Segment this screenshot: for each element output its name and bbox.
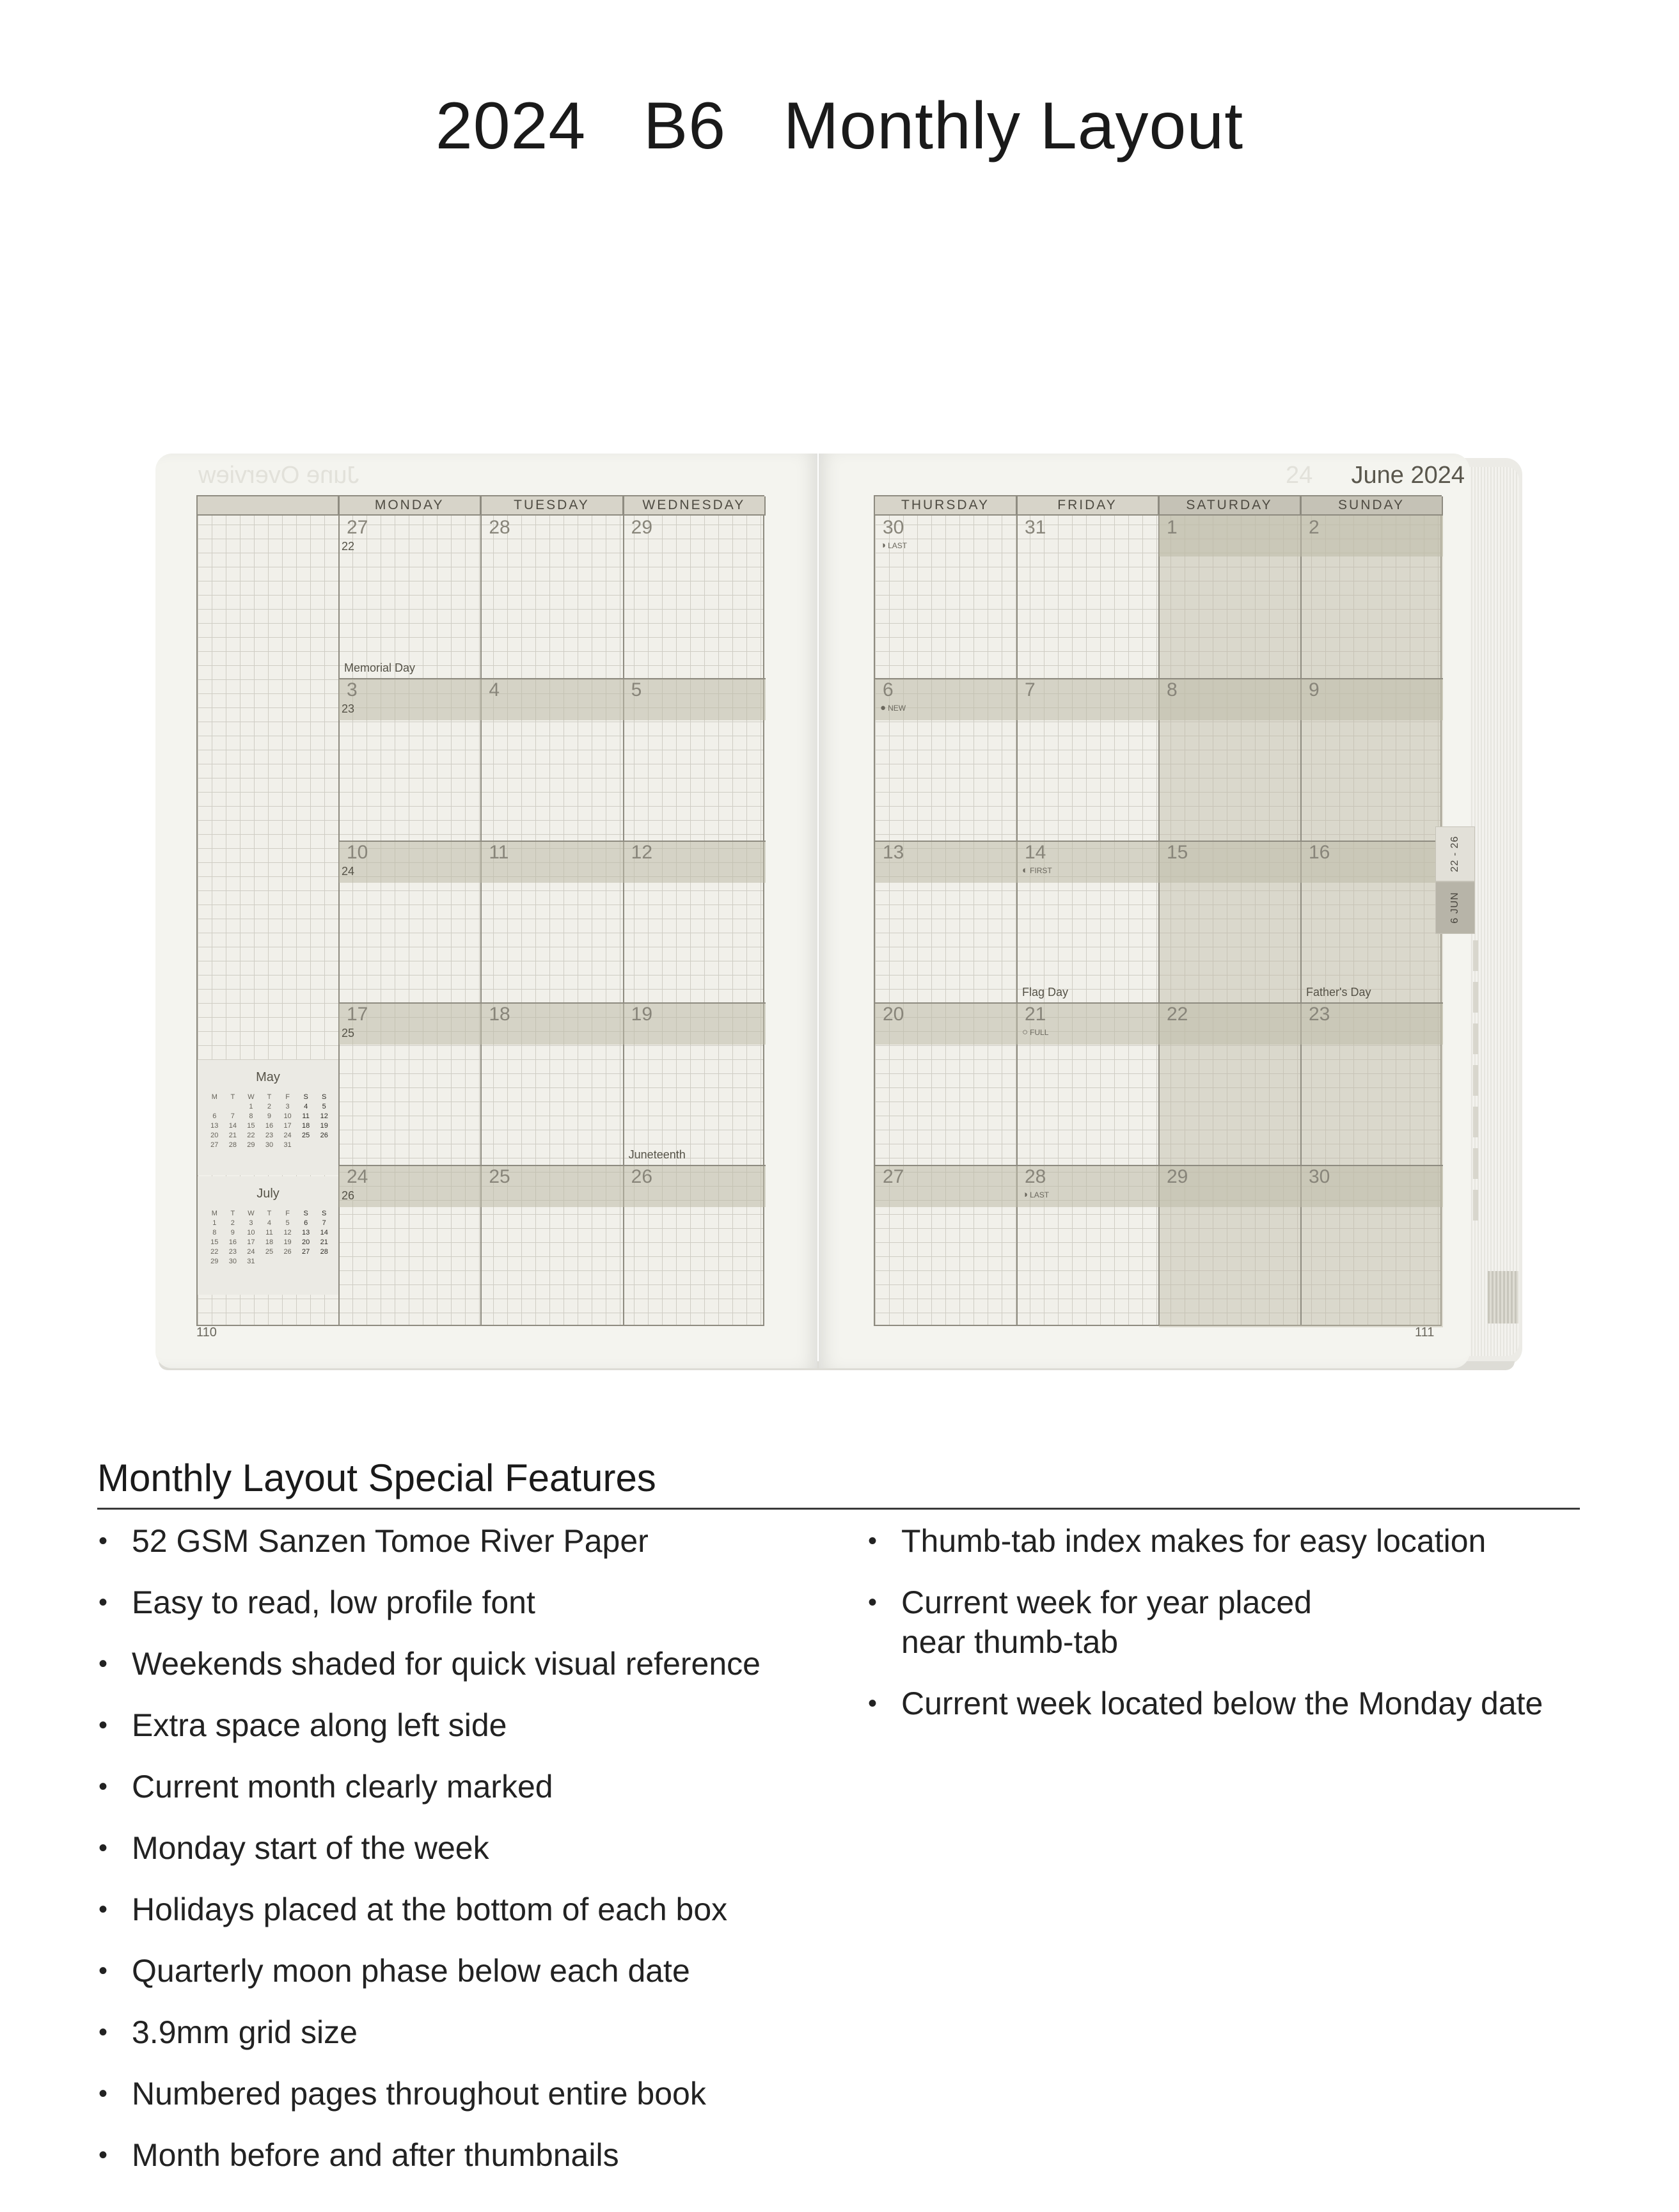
mini-calendar-cell: 13 — [302, 1229, 310, 1237]
mini-calendar-cell: 14 — [228, 1122, 237, 1130]
date-number: 1 — [1167, 517, 1178, 538]
mini-calendar-cell: 30 — [265, 1141, 274, 1149]
mini-calendar-cell: 13 — [210, 1122, 219, 1130]
mini-calendar-cell: 26 — [320, 1132, 328, 1140]
mini-calendar-cell: 7 — [322, 1219, 326, 1228]
feature-item: • Weekends shaded for quick visual reference — [96, 1644, 761, 1684]
holiday-label: Memorial Day — [344, 661, 416, 674]
mini-calendar-cell: M — [211, 1093, 217, 1102]
date-number: 9 — [1309, 679, 1320, 700]
mini-calendar-cell: 8 — [249, 1112, 253, 1121]
thumb-tab-month-label: 6 JUN — [1449, 892, 1460, 924]
mini-calendar-cell: 5 — [322, 1103, 326, 1111]
mini-calendar-cell: 16 — [265, 1122, 274, 1130]
date-number: 28 — [1025, 1166, 1046, 1188]
date-number: 28 — [489, 517, 510, 538]
mini-calendar-cell: 15 — [247, 1122, 255, 1130]
week-band — [875, 678, 1443, 720]
mini-calendar-cell: 1 — [249, 1103, 253, 1111]
week-number: 22 — [342, 540, 355, 553]
feature-item: • Current week for year placed — [865, 1583, 1543, 1622]
date-number: 17 — [347, 1004, 368, 1025]
thumb-tab-stub — [1473, 1148, 1478, 1179]
moon-label: LAST — [1030, 1190, 1050, 1200]
ghost-year-bleed: 24 — [1286, 462, 1313, 489]
mini-calendar-grid — [205, 1093, 333, 1149]
mini-calendar-cell: 9 — [267, 1112, 272, 1121]
thumb-tab-month[interactable] — [1435, 881, 1475, 934]
mini-calendar-cell: 23 — [228, 1248, 237, 1256]
moon-label: LAST — [888, 541, 908, 550]
mini-calendar-cell: S — [303, 1210, 308, 1218]
date-number: 24 — [347, 1166, 368, 1188]
date-number: 4 — [489, 679, 500, 700]
mini-calendar-cell: 18 — [302, 1122, 310, 1130]
week-band — [875, 1002, 1443, 1045]
weekday-header: MONDAY — [339, 496, 481, 516]
moon-label: FULL — [1030, 1028, 1049, 1038]
date-number: 23 — [1309, 1004, 1330, 1025]
mini-calendar-cell: 29 — [247, 1141, 255, 1149]
mini-calendar-cell: 12 — [320, 1112, 328, 1121]
week-number: 26 — [342, 1189, 355, 1203]
date-number: 14 — [1025, 841, 1046, 863]
week-number: 24 — [342, 864, 355, 878]
feature-item: • Numbered pages throughout entire book — [96, 2074, 761, 2113]
moon-icon: ● — [880, 702, 887, 713]
mini-calendar-cell — [297, 1258, 315, 1265]
mini-calendar-cell: 15 — [210, 1238, 219, 1247]
feature-item-continued: near thumb-tab — [901, 1624, 1119, 1660]
mini-calendar-cell: 19 — [283, 1238, 292, 1247]
thumb-tab-stub — [1473, 982, 1478, 1013]
mini-calendar-cell: F — [285, 1093, 290, 1102]
mini-calendar-cell: 8 — [212, 1229, 217, 1237]
features-heading: Monthly Layout Special Features — [97, 1457, 656, 1499]
mini-calendar-title: May — [256, 1070, 280, 1085]
mini-calendar-cell: 3 — [285, 1103, 290, 1111]
feature-item: • Month before and after thumbnails — [96, 2135, 761, 2175]
moon-phase — [880, 702, 906, 713]
feature-item: • Current month clearly marked — [96, 1767, 761, 1806]
mini-calendar-cell: 16 — [228, 1238, 237, 1247]
mini-calendar-cell: T — [267, 1210, 272, 1218]
moon-icon: ◐ — [1022, 864, 1029, 876]
date-number: 26 — [631, 1166, 653, 1188]
mini-calendar-cell: 26 — [283, 1248, 292, 1256]
moon-phase — [880, 540, 907, 551]
mini-calendar-cell: F — [285, 1210, 290, 1218]
mini-calendar-cell: S — [322, 1210, 327, 1218]
mini-calendar-cell: 17 — [247, 1238, 255, 1247]
mini-calendar-cell: 28 — [320, 1248, 328, 1256]
features-divider — [97, 1508, 1580, 1510]
date-number: 22 — [1167, 1004, 1188, 1025]
mini-calendar-cell: W — [248, 1093, 255, 1102]
mini-calendar-cell: 5 — [285, 1219, 290, 1228]
features-list-left — [96, 1521, 761, 2175]
moon-phase — [1022, 1189, 1049, 1200]
date-number: 15 — [1167, 841, 1188, 863]
date-number: 20 — [883, 1004, 904, 1025]
weekday-header: WEDNESDAY — [624, 496, 766, 516]
mini-calendar-cell: 24 — [247, 1248, 255, 1256]
moon-icon: ◑ — [1022, 1189, 1029, 1201]
mini-calendar-cell: T — [267, 1093, 272, 1102]
mini-calendar-cell: 3 — [249, 1219, 253, 1228]
thumb-tab-stub — [1473, 1023, 1478, 1054]
date-number: 6 — [883, 679, 894, 700]
date-number: 27 — [347, 517, 368, 538]
page-title: 2024 B6 Monthly Layout — [435, 89, 1244, 163]
mini-calendar-cell: M — [211, 1210, 217, 1218]
mini-calendar-cell: 10 — [247, 1229, 255, 1237]
holiday-label: Flag Day — [1022, 986, 1069, 999]
date-number: 13 — [883, 841, 904, 863]
week-band — [339, 841, 766, 883]
moon-icon: ◑ — [880, 540, 887, 551]
week-band — [1159, 516, 1443, 557]
mini-calendar-cell: 10 — [283, 1112, 292, 1121]
week-band — [339, 1165, 766, 1207]
mini-calendar-cell: 19 — [320, 1122, 328, 1130]
mini-calendar-cell: 21 — [228, 1132, 237, 1140]
mini-calendar-cell: 22 — [247, 1132, 255, 1140]
month-title: June 2024 — [1351, 462, 1465, 489]
mini-calendar-cell: 24 — [283, 1132, 292, 1140]
moon-phase — [1022, 1027, 1048, 1038]
feature-item: • 3.9mm grid size — [96, 2012, 761, 2052]
mini-calendar-cell: 25 — [265, 1248, 274, 1256]
calendar-left — [196, 495, 764, 1326]
mini-calendar-cell: 2 — [230, 1219, 235, 1228]
date-number: 11 — [489, 841, 509, 863]
mini-calendar-cell: 12 — [283, 1229, 292, 1237]
date-number: 8 — [1167, 679, 1178, 700]
feature-item: • Current week located below the Monday date — [865, 1684, 1543, 1723]
mini-calendar-cell: 23 — [265, 1132, 274, 1140]
week-number: 25 — [342, 1027, 355, 1040]
weekday-header: SATURDAY — [1159, 496, 1301, 516]
mini-calendar-cell: 6 — [212, 1112, 217, 1121]
date-number: 3 — [347, 679, 358, 700]
date-number: 10 — [347, 841, 368, 863]
mini-calendar-cell: 29 — [210, 1258, 219, 1266]
feature-item: • Extra space along left side — [96, 1705, 761, 1745]
thumb-tab-block — [1488, 1271, 1518, 1323]
date-number: 27 — [883, 1166, 904, 1188]
mini-calendar-cell: 6 — [304, 1219, 308, 1228]
week-band — [339, 678, 766, 720]
thumb-tab-week[interactable] — [1435, 826, 1475, 881]
mini-calendar-cell: 11 — [265, 1229, 273, 1237]
mini-calendar-cell: 27 — [302, 1248, 310, 1256]
mini-calendar-cell: S — [322, 1093, 327, 1102]
mini-calendar-cell — [297, 1141, 315, 1149]
mini-calendar-cell: 22 — [210, 1248, 219, 1256]
feature-item: • Thumb-tab index makes for easy location — [865, 1521, 1543, 1561]
week-band — [875, 841, 1443, 883]
week-band — [875, 1165, 1443, 1207]
weekday-header: TUESDAY — [481, 496, 623, 516]
mini-calendar-cell: 14 — [320, 1229, 328, 1237]
week-band — [339, 1002, 766, 1045]
ghost-title-bleed: June Overview — [198, 462, 359, 489]
page-number-left: 110 — [196, 1325, 217, 1339]
holiday-label: Father's Day — [1306, 986, 1371, 999]
mini-calendar-mini_july — [198, 1176, 338, 1295]
mini-calendar-cell: T — [230, 1093, 235, 1102]
weekday-header: FRIDAY — [1017, 496, 1159, 516]
thumb-tab-stub — [1473, 1065, 1478, 1096]
date-number: 21 — [1025, 1004, 1046, 1025]
mini-calendar-cell: 31 — [247, 1258, 255, 1266]
mini-calendar-cell: 20 — [210, 1132, 219, 1140]
date-number: 5 — [631, 679, 642, 700]
feature-item: • Quarterly moon phase below each date — [96, 1951, 761, 1991]
thumb-tab-stub — [1473, 940, 1478, 971]
date-number: 2 — [1309, 517, 1320, 538]
moon-label: NEW — [888, 703, 906, 713]
mini-calendar-cell: 25 — [302, 1132, 310, 1140]
moon-icon: ○ — [1022, 1027, 1029, 1038]
mini-calendar-cell: 27 — [210, 1141, 219, 1149]
date-number: 18 — [489, 1004, 510, 1025]
mini-calendar-cell: 30 — [228, 1258, 237, 1266]
mini-calendar-cell: 9 — [230, 1229, 235, 1237]
calendar-right — [874, 495, 1442, 1326]
mini-calendar-cell: 4 — [267, 1219, 272, 1228]
header-notes-column — [198, 496, 339, 516]
mini-calendar-mini_may — [198, 1060, 338, 1175]
mini-calendar-cell: 17 — [283, 1122, 292, 1130]
feature-item: • Holidays placed at the bottom of each box — [96, 1890, 761, 1929]
mini-calendar-cell: 28 — [228, 1141, 237, 1149]
mini-calendar-title: July — [256, 1187, 280, 1201]
mini-calendar-cell — [278, 1258, 297, 1265]
feature-item: • Easy to read, low profile font — [96, 1583, 761, 1622]
mini-calendar-cell: T — [230, 1210, 235, 1218]
weekday-header: SUNDAY — [1301, 496, 1443, 516]
moon-phase — [1022, 865, 1052, 876]
date-number: 12 — [631, 841, 653, 863]
moon-label: FIRST — [1030, 865, 1052, 875]
mini-calendar-cell: S — [303, 1093, 308, 1102]
thumb-tab-stub — [1473, 1190, 1478, 1221]
mini-calendar-cell — [205, 1103, 224, 1110]
holiday-label: Juneteenth — [628, 1148, 686, 1162]
mini-calendar-cell: 2 — [267, 1103, 272, 1111]
mini-calendar-cell: 11 — [302, 1112, 310, 1121]
mini-calendar-cell: 7 — [230, 1112, 235, 1121]
thumb-tab-week-label: 22 - 26 — [1449, 835, 1460, 873]
mini-calendar-cell: W — [248, 1210, 255, 1218]
mini-calendar-cell: 18 — [265, 1238, 274, 1247]
mini-calendar-cell: 20 — [302, 1238, 310, 1247]
date-number: 19 — [631, 1004, 653, 1025]
mini-calendar-grid — [205, 1210, 333, 1265]
page-number-right: 111 — [1415, 1325, 1435, 1339]
mini-calendar-cell — [224, 1103, 242, 1110]
mini-calendar-cell: 21 — [320, 1238, 328, 1247]
date-number: 16 — [1309, 841, 1330, 863]
mini-calendar-cell: 4 — [304, 1103, 308, 1111]
mini-calendar-cell — [315, 1141, 333, 1149]
weekday-header: THURSDAY — [875, 496, 1017, 516]
mini-calendar-cell — [260, 1258, 279, 1265]
date-number: 25 — [489, 1166, 510, 1188]
date-number: 7 — [1025, 679, 1036, 700]
feature-item: • 52 GSM Sanzen Tomoe River Paper — [96, 1521, 761, 1561]
features-list-right — [865, 1521, 1543, 1723]
mini-calendar-cell: 1 — [212, 1219, 217, 1228]
date-number: 29 — [631, 517, 653, 538]
date-number: 30 — [1309, 1166, 1330, 1188]
mini-calendar-cell — [315, 1258, 333, 1265]
date-number: 30 — [883, 517, 904, 538]
date-number: 29 — [1167, 1166, 1188, 1188]
mini-calendar-cell: 31 — [283, 1141, 292, 1149]
date-number: 31 — [1025, 517, 1046, 538]
feature-item: • Monday start of the week — [96, 1828, 761, 1868]
thumb-tab-stub — [1473, 1107, 1478, 1137]
week-number: 23 — [342, 702, 355, 715]
